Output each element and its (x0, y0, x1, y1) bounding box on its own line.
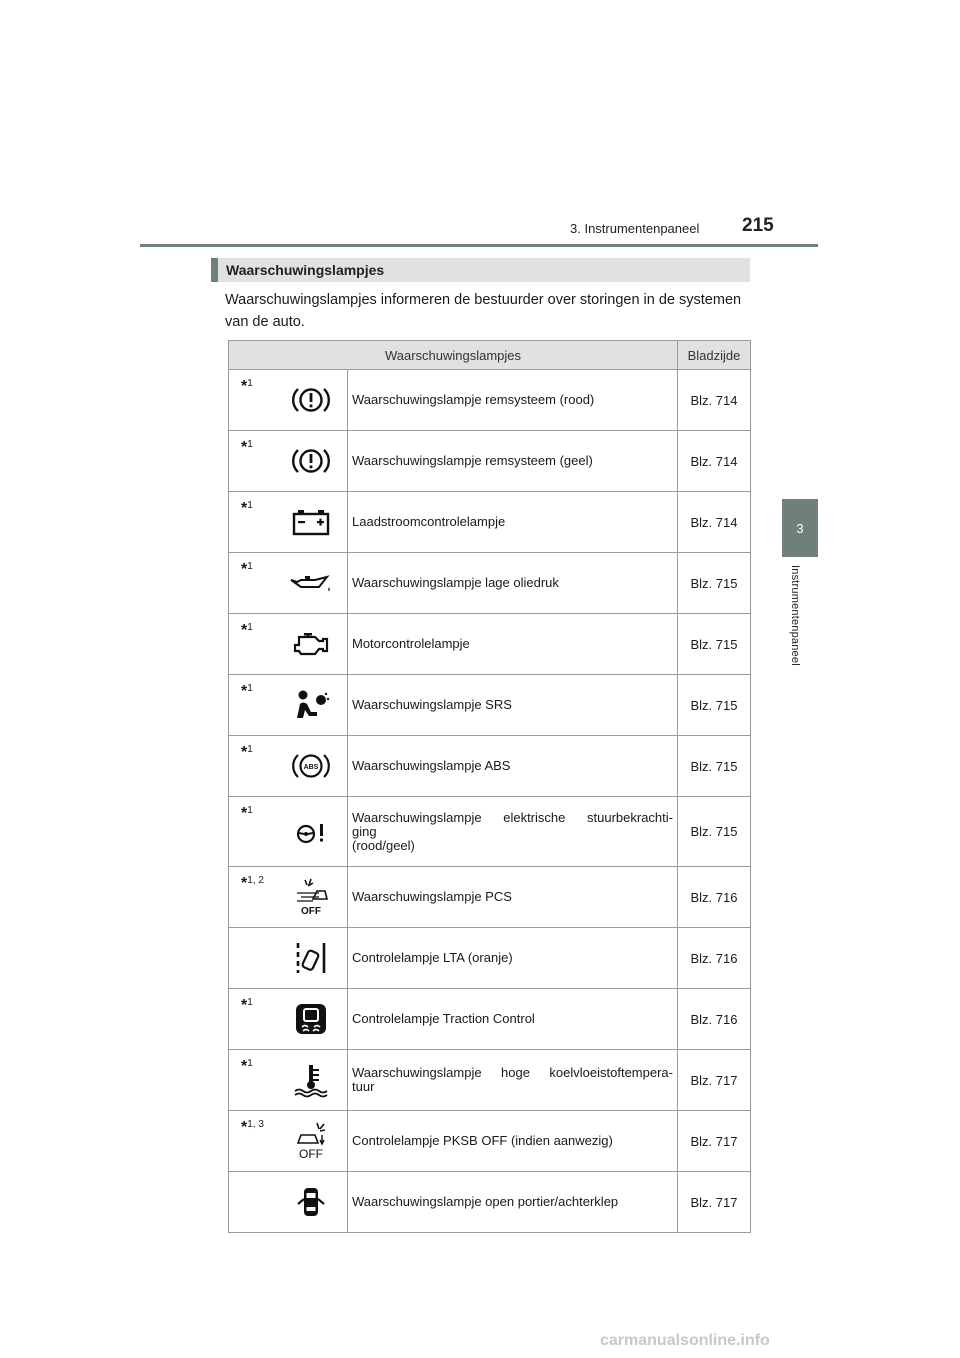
row-page-ref: Blz. 716 (678, 867, 751, 928)
svg-text:OFF: OFF (298, 1147, 323, 1161)
row-page-ref: Blz. 715 (678, 736, 751, 797)
battery-icon (275, 492, 348, 553)
row-description: Controlelampje Traction Control (348, 989, 678, 1050)
table-row (229, 797, 751, 867)
table-row (229, 614, 751, 675)
row-description: Waarschuwingslampje SRS (348, 675, 678, 736)
row-description: Waarschuwingslampje remsysteem (rood) (348, 370, 678, 431)
row-page-ref: Blz. 716 (678, 928, 751, 989)
footnote-marker: *$^1$ (229, 989, 275, 1050)
table-row (229, 1172, 751, 1233)
row-page-ref: Blz. 715 (678, 614, 751, 675)
footnote-marker: *$^1$ (229, 492, 275, 553)
coolant-temp-icon (275, 1050, 348, 1111)
footnote-marker: *$^1$ (229, 553, 275, 614)
row-description: Waarschuwingslampje remsysteem (geel) (348, 431, 678, 492)
table-row (229, 928, 751, 989)
row-description-line: Waarschuwingslampje elektrische stuurbekrachti- (352, 809, 673, 825)
row-page-ref: Blz. 714 (678, 492, 751, 553)
footnote-marker: *$^1$ (229, 370, 275, 431)
row-description-line: Waarschuwingslampje hoge koelvloeistoftempera- (352, 1065, 673, 1080)
engine-icon (275, 614, 348, 675)
row-page-ref: Blz. 717 (678, 1111, 751, 1172)
row-description: Waarschuwingslampje ABS (348, 736, 678, 797)
svg-text:ABS: ABS (303, 764, 319, 771)
pksb-off-icon (275, 1111, 348, 1172)
pcs-off-icon (275, 867, 348, 928)
table-row (229, 675, 751, 736)
airbag-icon (275, 675, 348, 736)
footnote-marker (229, 928, 275, 989)
door-open-icon (275, 1172, 348, 1233)
table-row (229, 736, 751, 797)
brake-warning-icon (275, 370, 348, 431)
footnote-marker: *$^1$ (229, 675, 275, 736)
table-row (229, 370, 751, 431)
chapter-tab (782, 499, 818, 557)
row-description: Controlelampje PKSB OFF (indien aanwezig) (348, 1111, 678, 1172)
row-description: Waarschuwingslampje open portier/achterklep (348, 1172, 678, 1233)
footnote-marker: *$^{1, 2}$ (229, 867, 275, 928)
row-description (348, 797, 678, 867)
row-page-ref: Blz. 716 (678, 989, 751, 1050)
chapter-tab-label: Instrumentenpaneel (789, 565, 801, 666)
abs-icon (275, 736, 348, 797)
row-description: Waarschuwingslampje lage oliedruk (348, 553, 678, 614)
row-description: Laadstroomcontrolelampje (348, 492, 678, 553)
row-description: Motorcontrolelampje (348, 614, 678, 675)
header-warning-lights: Waarschuwingslampjes (229, 341, 678, 370)
chapter-tab-number: 3 (796, 520, 804, 536)
oil-can-icon (275, 553, 348, 614)
row-page-ref: Blz. 714 (678, 431, 751, 492)
row-page-ref: Blz. 714 (678, 370, 751, 431)
section-heading-accent (211, 258, 218, 282)
steering-warning-icon (275, 797, 348, 867)
footnote-marker: *$^1$ (229, 736, 275, 797)
header-rule (140, 244, 818, 247)
footnote-marker: *$^1$ (229, 431, 275, 492)
row-description-line: ging (352, 823, 377, 839)
row-page-ref: Blz. 717 (678, 1172, 751, 1233)
svg-text:OFF: OFF (300, 906, 321, 917)
row-page-ref: Blz. 715 (678, 553, 751, 614)
table-row (229, 989, 751, 1050)
traction-control-icon (275, 989, 348, 1050)
section-title: Waarschuwingslampjes (226, 262, 385, 278)
row-description: Waarschuwingslampje PCS (348, 867, 678, 928)
footnote-marker: *$^{1, 3}$ (229, 1111, 275, 1172)
footnote-marker: *$^1$ (229, 1050, 275, 1111)
watermark: carmanualsonline.info (600, 1332, 770, 1349)
brake-warning-icon (275, 431, 348, 492)
table-row (229, 492, 751, 553)
footnote-marker: *$^1$ (229, 614, 275, 675)
row-description: Controlelampje LTA (oranje) (348, 928, 678, 989)
row-description-line: tuur (352, 1079, 375, 1094)
page-number: 215 (742, 215, 774, 236)
row-page-ref: Blz. 715 (678, 675, 751, 736)
warning-lights-table (228, 340, 751, 1233)
table-row (229, 431, 751, 492)
header-page: Bladzijde (678, 341, 751, 370)
table-row (229, 1111, 751, 1172)
table-row (229, 553, 751, 614)
footnote-marker (229, 1172, 275, 1233)
row-page-ref: Blz. 715 (678, 797, 751, 867)
row-page-ref: Blz. 717 (678, 1050, 751, 1111)
footnote-marker: *$^1$ (229, 797, 275, 867)
chapter-title: 3. Instrumentenpaneel (570, 221, 700, 236)
section-heading (211, 258, 750, 282)
table-row (229, 867, 751, 928)
row-description (348, 1050, 678, 1111)
table-header-row (229, 341, 751, 370)
row-description-line: (rood/geel) (352, 837, 415, 853)
table-row (229, 1050, 751, 1111)
lane-trace-icon (275, 928, 348, 989)
intro-paragraph: Waarschuwingslampjes informeren de bestuurder over storingen in de systemen van de auto. (225, 292, 742, 330)
